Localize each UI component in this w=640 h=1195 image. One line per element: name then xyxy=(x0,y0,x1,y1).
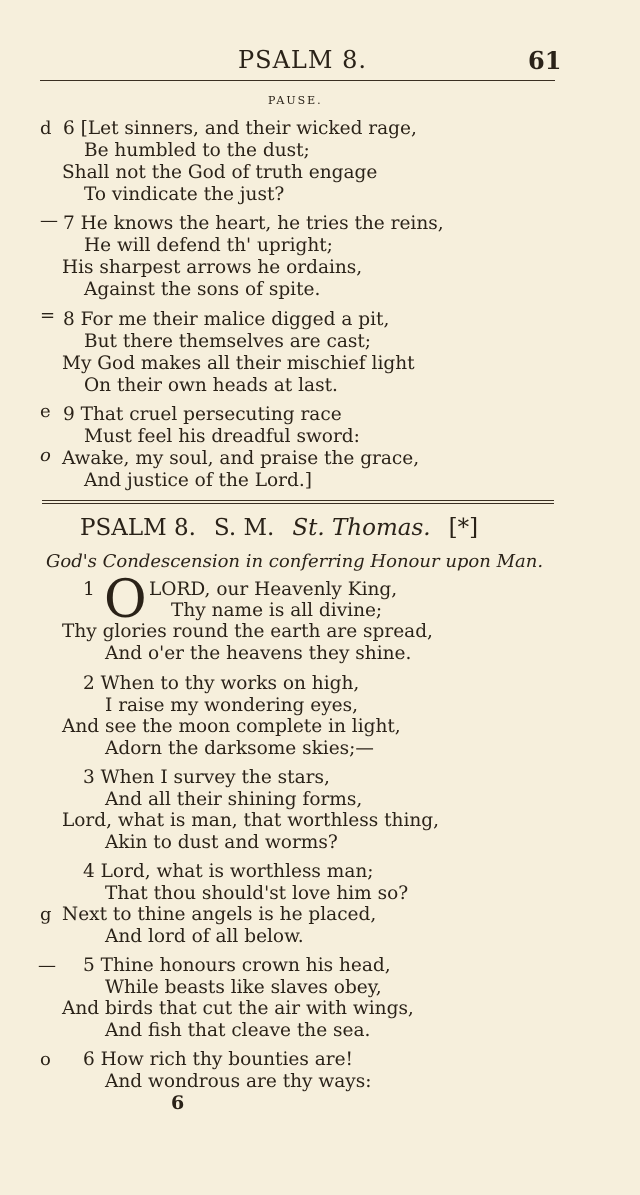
verse-line: And wondrous are thy ways: xyxy=(105,1071,372,1092)
verse-line: Shall not the God of truth engage xyxy=(62,162,378,183)
margin-marker: — xyxy=(38,955,56,976)
verse-line: And birds that cut the air with wings, xyxy=(62,998,414,1019)
verse-line: Lord, what is man, that worthless thing, xyxy=(62,810,440,831)
verse-line: 3 When I survey the stars, xyxy=(83,767,330,788)
psalm-tune: St. Thomas. xyxy=(292,515,431,541)
margin-marker: o xyxy=(40,445,51,466)
verse-line: Adorn the darksome skies;— xyxy=(105,738,374,759)
verse-line: 6 How rich thy bounties are! xyxy=(83,1049,353,1070)
verse-line: Thy name is all divine; xyxy=(171,600,383,621)
psalm-meter: S. M. xyxy=(213,515,275,541)
verse-line: And see the moon complete in light, xyxy=(62,716,401,737)
verse-line: My God makes all their mischief light xyxy=(62,353,415,374)
verse-line: Akin to dust and worms? xyxy=(105,832,338,853)
header-rule xyxy=(40,80,555,81)
verse-line: 4 Lord, what is worthless man; xyxy=(83,861,374,882)
verse-line: 5 Thine honours crown his head, xyxy=(83,955,391,976)
verse-line: And justice of the Lord.] xyxy=(84,470,312,491)
verse-line: 6 [Let sinners, and their wicked rage, xyxy=(63,118,417,139)
verse-line: 7 He knows the heart, he tries the reins, xyxy=(63,213,444,234)
verse-line: Be humbled to the dust; xyxy=(84,140,310,161)
verse-line: LORD, our Heavenly King, xyxy=(149,579,398,600)
verse-line: To vindicate the just? xyxy=(84,184,285,205)
verse-line: On their own heads at last. xyxy=(84,375,338,396)
margin-marker: = xyxy=(40,305,56,326)
verse-line: While beasts like slaves obey, xyxy=(105,977,382,998)
verse-line: 8 For me their malice digged a pit, xyxy=(63,309,390,330)
psalm-subtitle: God's Condescension in conferring Honour upon Man. xyxy=(46,551,544,572)
verse-line: 9 That cruel persecuting race xyxy=(63,404,342,425)
psalm-title xyxy=(80,515,478,541)
verse-line: And fish that cleave the sea. xyxy=(105,1020,371,1041)
pause-label: PAUSE. xyxy=(268,94,323,107)
psalm-mark: [*] xyxy=(448,515,479,541)
verse-line: 2 When to thy works on high, xyxy=(83,673,360,694)
psalm-number: PSALM 8. xyxy=(80,515,196,541)
verse-line: And o'er the heavens they shine. xyxy=(105,643,412,664)
drop-cap: O xyxy=(104,570,147,630)
signature-mark: 6 xyxy=(171,1092,185,1114)
verse-line: His sharpest arrows he ordains, xyxy=(62,257,363,278)
verse-number: 1 xyxy=(83,579,95,600)
margin-marker: d xyxy=(40,118,52,139)
verse-line: He will defend th' upright; xyxy=(84,235,333,256)
verse-line: That thou should'st love him so? xyxy=(105,883,409,904)
verse-line: Thy glories round the earth are spread, xyxy=(62,621,433,642)
margin-marker: e xyxy=(40,401,51,422)
margin-marker: — xyxy=(40,210,58,231)
margin-marker: g xyxy=(40,904,52,925)
running-head-title: PSALM 8. xyxy=(238,46,367,74)
verse-line: And all their shining forms, xyxy=(105,789,363,810)
verse-line: I raise my wondering eyes, xyxy=(105,695,358,716)
margin-marker: o xyxy=(40,1049,51,1070)
verse-line: But there themselves are cast; xyxy=(84,331,372,352)
verse-line: And lord of all below. xyxy=(105,926,304,947)
page-number: 61 xyxy=(528,46,562,75)
section-rule xyxy=(42,500,554,504)
verse-line: Next to thine angels is he placed, xyxy=(62,904,377,925)
verse-line: Against the sons of spite. xyxy=(84,279,321,300)
verse-line: Awake, my soul, and praise the grace, xyxy=(62,448,420,469)
verse-line: Must feel his dreadful sword: xyxy=(84,426,360,447)
